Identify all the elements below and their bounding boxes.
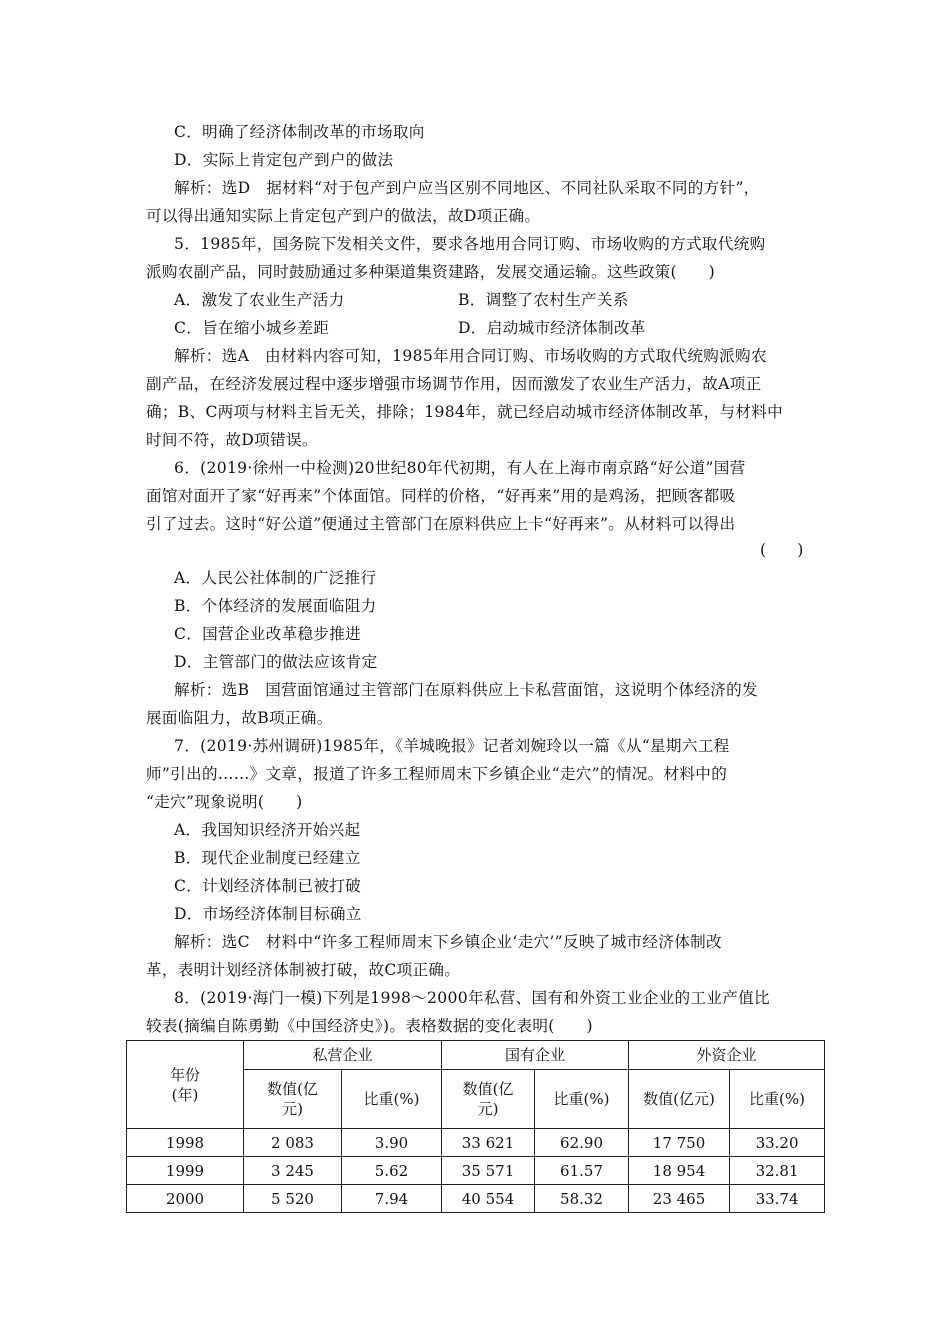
q4-option-d: D．实际上肯定包产到户的做法 <box>174 151 394 169</box>
ratio-header: 比重(%) <box>730 1070 825 1129</box>
q7-option-c: C．计划经济体制已被打破 <box>174 877 362 895</box>
q7-option-b: B．现代企业制度已经建立 <box>174 849 361 867</box>
q6-option-b: B．个体经济的发展面临阻力 <box>174 597 377 615</box>
table-cell: 1999 <box>127 1157 244 1185</box>
q5-analysis-line: 时间不符，故D项错误。 <box>146 431 318 449</box>
q5-option-d: D．启动城市经济体制改革 <box>458 319 646 337</box>
q7-stem-line: 师”引出的……》文章，报道了许多工程师周末下乡镇企业“走穴”的情况。材料中的 <box>146 765 728 783</box>
q4-analysis-line: 可以得出通知实际上肯定包产到户的做法，故D项正确。 <box>146 207 541 225</box>
q6-analysis-line: 展面临阻力，故B项正确。 <box>146 709 333 727</box>
table-cell: 5 520 <box>244 1185 342 1213</box>
group-header-foreign: 外资企业 <box>629 1041 825 1070</box>
q7-stem-line: 7．(2019·苏州调研)1985年，《羊城晚报》记者刘婉玲以一篇《从“星期六工程 <box>174 737 730 755</box>
q8-stem-line: 8．(2019·海门一模)下列是1998～2000年私营、国有和外资工业企业的工业产值比 <box>174 989 770 1007</box>
ratio-header: 比重(%) <box>535 1070 629 1129</box>
table-cell: 7.94 <box>342 1185 442 1213</box>
table-row <box>127 1185 825 1213</box>
q7-analysis-line: 解析：选C 材料中“许多工程师周末下乡镇企业‘走穴’”反映了城市经济体制改 <box>174 933 722 951</box>
table-cell: 3.90 <box>342 1129 442 1157</box>
value-header: 数值(亿 元) <box>244 1070 342 1129</box>
year-header: 年份 (年) <box>127 1041 244 1129</box>
table-cell: 23 465 <box>629 1185 730 1213</box>
table-cell: 62.90 <box>535 1129 629 1157</box>
table-cell: 61.57 <box>535 1157 629 1185</box>
table-cell: 35 571 <box>442 1157 535 1185</box>
q6-option-d: D．主管部门的做法应该肯定 <box>174 653 378 671</box>
table-cell: 40 554 <box>442 1185 535 1213</box>
group-header-state: 国有企业 <box>442 1041 629 1070</box>
q4-analysis-line: 解析：选D 据材料“对于包产到户应当区别不同地区、不同社队采取不同的方针”， <box>174 179 760 197</box>
table-cell: 1998 <box>127 1129 244 1157</box>
q6-analysis-line: 解析：选B 国营面馆通过主管部门在原料供应上卡私营面馆，这说明个体经济的发 <box>174 681 758 699</box>
table-cell: 2000 <box>127 1185 244 1213</box>
table-row <box>127 1157 825 1185</box>
table-cell: 33 621 <box>442 1129 535 1157</box>
q8-stem-line: 较表(摘编自陈勇勤《中国经济史》)。表格数据的变化表明( ) <box>146 1017 593 1035</box>
table-cell: 2 083 <box>244 1129 342 1157</box>
q4-option-c: C．明确了经济体制改革的市场取向 <box>174 123 425 141</box>
q6-option-c: C．国营企业改革稳步推进 <box>174 625 362 643</box>
table-cell: 58.32 <box>535 1185 629 1213</box>
q7-option-d: D．市场经济体制目标确立 <box>174 905 362 923</box>
table-cell: 32.81 <box>730 1157 825 1185</box>
q5-analysis-line: 副产品，在经济发展过程中逐步增强市场调节作用，因而激发了农业生产活力，故A项正 <box>146 375 762 393</box>
industry-output-table <box>126 1040 825 1213</box>
group-header-private: 私营企业 <box>244 1041 442 1070</box>
value-header: 数值(亿 元) <box>442 1070 535 1129</box>
value-header: 数值(亿元) <box>629 1070 730 1129</box>
q6-stem-line: 引了过去。这时“好公道”便通过主管部门在原料供应上卡“好再来”。从材料可以得出 <box>146 515 736 533</box>
q5-stem-line: 5．1985年，国务院下发相关文件，要求各地用合同订购、市场收购的方式取代统购 <box>174 235 766 253</box>
q6-option-a: A．人民公社体制的广泛推行 <box>174 569 377 587</box>
q6-answer-bracket: ( ) <box>760 541 804 559</box>
q7-option-a: A．我国知识经济开始兴起 <box>174 821 361 839</box>
q5-analysis-line: 解析：选A 由材料内容可知，1985年用合同订购、市场收购的方式取代统购派购农 <box>174 347 767 365</box>
table-cell: 33.74 <box>730 1185 825 1213</box>
q5-analysis-line: 确；B、C两项与材料主旨无关，排除；1984年，就已经启动城市经济体制改革，与材料中 <box>146 403 784 421</box>
q5-option-c: C．旨在缩小城乡差距 <box>174 319 330 337</box>
q6-stem-line: 面馆对面开了家“好再来”个体面馆。同样的价格，“好再来”用的是鸡汤，把顾客都吸 <box>146 487 736 505</box>
q6-stem-line: 6．(2019·徐州一中检测)20世纪80年代初期，有人在上海市南京路“好公道”国营 <box>174 459 746 477</box>
q7-stem-line: “走穴”现象说明( ) <box>146 793 303 811</box>
q5-stem-line: 派购农副产品，同时鼓励通过多种渠道集资建路，发展交通运输。这些政策( ) <box>146 263 716 281</box>
table-cell: 17 750 <box>629 1129 730 1157</box>
q5-option-b: B．调整了农村生产关系 <box>458 291 629 309</box>
q7-analysis-line: 革，表明计划经济体制被打破，故C项正确。 <box>146 961 461 979</box>
table-cell: 18 954 <box>629 1157 730 1185</box>
ratio-header: 比重(%) <box>342 1070 442 1129</box>
table-row <box>127 1129 825 1157</box>
table-cell: 3 245 <box>244 1157 342 1185</box>
table-cell: 5.62 <box>342 1157 442 1185</box>
q5-option-a: A．激发了农业生产活力 <box>174 291 345 309</box>
table-cell: 33.20 <box>730 1129 825 1157</box>
